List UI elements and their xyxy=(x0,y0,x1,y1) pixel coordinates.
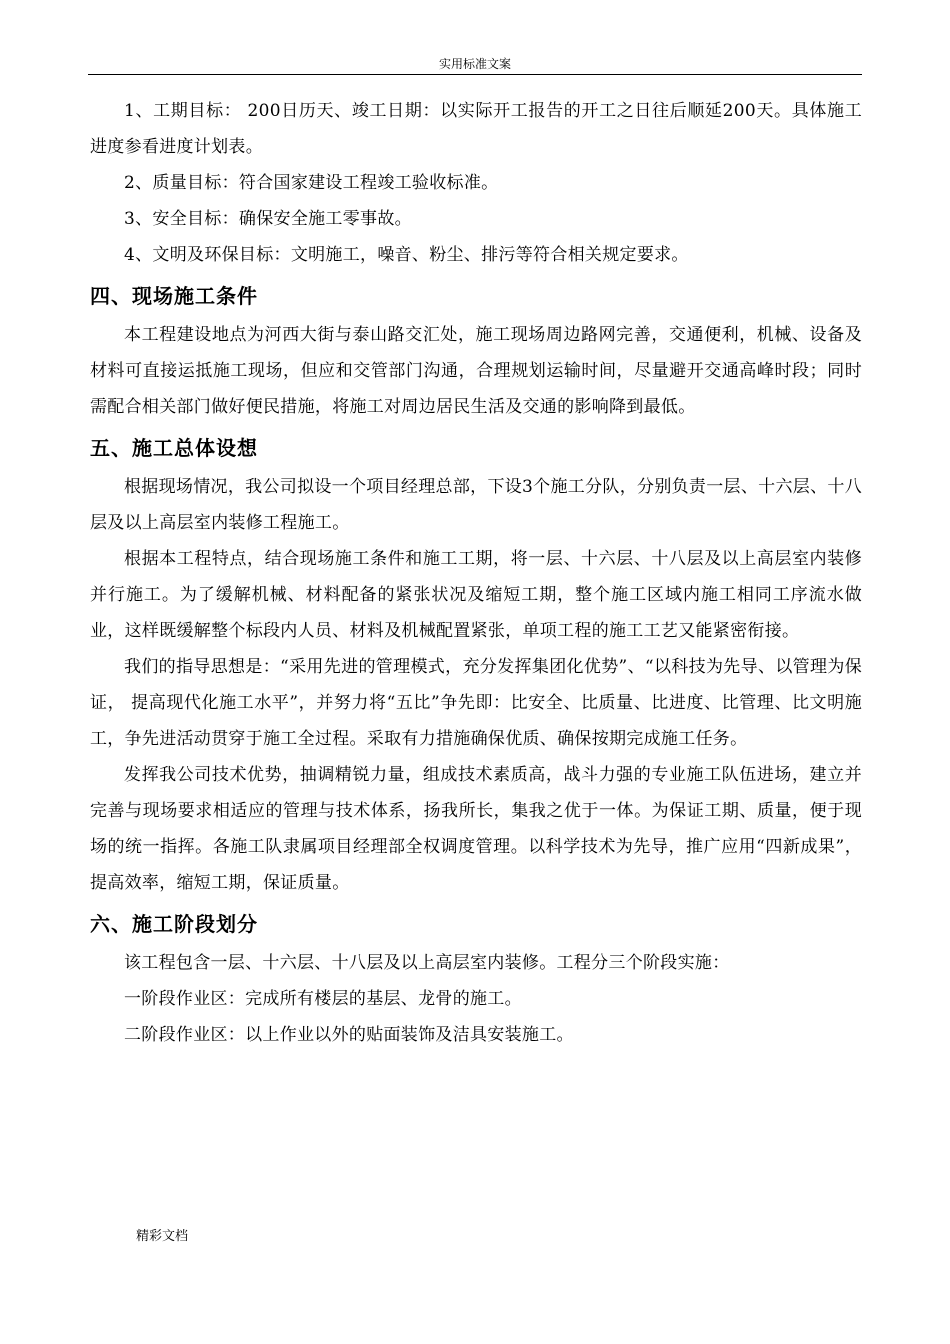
goal-schedule: 1、工期目标： 200日历天、竣工日期：以实际开工报告的开工之日往后顺延200天。具体施工进度参看进度计划表。 xyxy=(90,101,862,157)
paragraph: 根据本工程特点，结合现场施工条件和施工工期，将一层、十六层、十八层及以上高层室内装修并行施工。为了缓解机械、材料配备的紧张状况及缩短工期，整个施工区域内施工相同工序流水做业，这样既缓解整个标段内人员、材料及机械配置紧张，单项工程的施工工艺又能紧密衔接。 xyxy=(90,549,862,641)
footer-text: 精彩文档 xyxy=(136,1229,189,1244)
section-heading-overall-plan: 五、施工总体设想 xyxy=(90,436,258,460)
phase-item: 一阶段作业区：完成所有楼层的基层、龙骨的施工。 xyxy=(124,989,522,1009)
page-header xyxy=(88,56,862,75)
paragraph: 发挥我公司技术优势，抽调精锐力量，组成技术素质高，战斗力强的专业施工队伍进场，建立并完善与现场要求相适应的管理与技术体系，扬我所长，集我之优于一体。为保证工期、质量，便于现场的统一指挥。各施工队隶属项目经理部全权调度管理。以科学技术为先导，推广应用“四新成果”，提高效率，缩短工期，保证质量。 xyxy=(90,765,862,893)
section-heading-site-conditions: 四、现场施工条件 xyxy=(90,284,258,308)
section-heading-phases: 六、施工阶段划分 xyxy=(90,912,258,936)
phases-intro: 该工程包含一层、十六层、十八层及以上高层室内装修。工程分三个阶段实施： xyxy=(124,953,730,973)
paragraph: 我们的指导思想是：“采用先进的管理模式，充分发挥集团化优势”、“以科技为先导、以管理为保证， 提高现代化施工水平”，并努力将“五比”争先即：比安全、比质量、比进度、比管理、比文明施工，争先进活动贯穿于施工全过程。采取有力措施确保优质、确保按期完成施工任务。 xyxy=(90,657,862,749)
phase-item: 二阶段作业区：以上作业以外的贴面装饰及洁具安装施工。 xyxy=(124,1025,574,1045)
paragraph: 本工程建设地点为河西大街与泰山路交汇处，施工现场周边路网完善，交通便利，机械、设备及材料可直接运抵施工现场，但应和交管部门沟通，合理规划运输时间，尽量避开交通高峰时段；同时需配合相关部门做好便民措施，将施工对周边居民生活及交通的影响降到最低。 xyxy=(90,325,862,417)
header-text: 实用标准文案 xyxy=(438,57,511,71)
page-footer xyxy=(136,1228,188,1246)
goal-civilization: 4、文明及环保目标：文明施工，噪音、粉尘、排污等符合相关规定要求。 xyxy=(124,245,689,265)
paragraph: 根据现场情况，我公司拟设一个项目经理总部，下设3个施工分队，分别负责一层、十六层、十八层及以上高层室内装修工程施工。 xyxy=(90,477,862,533)
document-body xyxy=(90,93,862,1053)
goal-safety: 3、安全目标：确保安全施工零事故。 xyxy=(124,209,412,229)
goal-quality: 2、质量目标：符合国家建设工程竣工验收标准。 xyxy=(124,173,499,193)
